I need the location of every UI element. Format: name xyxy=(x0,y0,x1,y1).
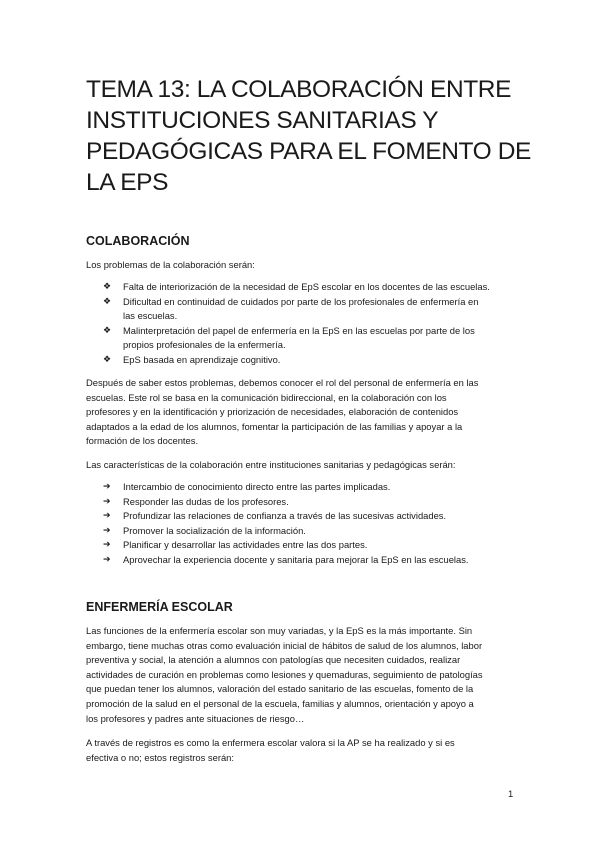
page-number: 1 xyxy=(508,788,514,799)
arrow-bullet-icon: ➔ xyxy=(103,554,111,565)
arrow-bullet-icon: ➔ xyxy=(103,525,111,536)
list-item: ➔ Intercambio de conocimiento directo entre las partes implicadas. xyxy=(86,480,469,495)
diamond-bullet-icon: ❖ xyxy=(103,296,112,307)
functions-paragraph: Las funciones de la enfermería escolar son muy variadas, y la EpS es la más importante. Sin embargo, tiene muchas otras como evaluación inicial de hábitos de salud de los alumnos, labor preventiva y social, la atención a alumnos con patologías que necesiten cuidados, realizar actividades de curación en problemas como lesiones y quemaduras, seguimiento de patologías que puedan tener los alumnos, valoración del estado sanitario de las escuelas, fomento de la promoción de la salud en el personal de la escuela, familias y alumnos, orientación y apoyo a los profesores y padres ante situaciones de riesgo… xyxy=(86,625,483,724)
title-line: LA EPS xyxy=(86,169,169,196)
arrow-bullet-icon: ➔ xyxy=(103,496,111,507)
problems-list xyxy=(86,280,490,368)
list-item: ❖ Dificultad en continuidad de cuidados por parte de los profesionales de enfermería en las escuelas. xyxy=(103,295,479,322)
characteristics-intro: Las características de la colaboración entre instituciones sanitarias y pedagógicas serán: xyxy=(86,459,456,470)
list-item: ❖ Falta de interiorización de la necesidad de EpS escolar en los docentes de las escuelas. xyxy=(86,280,490,295)
list-item: ❖ EpS basada en aprendizaje cognitivo. xyxy=(86,353,490,368)
list-item: ➔ Responder las dudas de los profesores. xyxy=(86,495,469,510)
arrow-bullet-icon: ➔ xyxy=(103,511,111,522)
records-paragraph: A través de registros es como la enfermera escolar valora si la AP se ha realizado y si es efectiva o no; estos registros serán: xyxy=(86,737,455,763)
page-title xyxy=(86,74,531,198)
title-line: INSTITUCIONES SANITARIAS Y xyxy=(86,107,439,134)
list-item: ➔ Aprovechar la experiencia docente y sanitaria para mejorar la EpS en las escuelas. xyxy=(86,553,469,568)
diamond-bullet-icon: ❖ xyxy=(103,325,112,336)
list-item: ➔ Promover la socialización de la información. xyxy=(86,524,469,539)
list-item: ➔ Profundizar las relaciones de confianza a través de las sucesivas actividades. xyxy=(86,509,469,524)
characteristics-list xyxy=(86,480,469,568)
role-paragraph: Después de saber estos problemas, debemos conocer el rol del personal de enfermería en las escuelas. Este rol se basa en la comunicación bidireccional, en la colaboración con los profesores y en la identificación y priorización de necesidades, elaboración de contenidos adaptados a la edad de los alumnos, fomentar la participación de las familias y apoyar a la formación de los docentes. xyxy=(86,377,479,447)
section-heading-enfermeria-escolar: ENFERMERÍA ESCOLAR xyxy=(86,600,233,614)
arrow-bullet-icon: ➔ xyxy=(103,540,111,551)
problems-intro: Los problemas de la colaboración serán: xyxy=(86,259,255,270)
section-heading-colaboracion: COLABORACIÓN xyxy=(86,234,190,248)
title-line: PEDAGÓGICAS PARA EL FOMENTO DE xyxy=(86,138,531,165)
diamond-bullet-icon: ❖ xyxy=(103,354,112,365)
list-item: ❖ Malinterpretación del papel de enfermería en la EpS en las escuelas por parte de los propios profesionales de la enfermería. xyxy=(103,324,475,351)
list-item: ➔ Planificar y desarrollar las actividades entre las dos partes. xyxy=(86,538,469,553)
arrow-bullet-icon: ➔ xyxy=(103,482,111,492)
diamond-bullet-icon: ❖ xyxy=(103,282,112,292)
title-line: TEMA 13: LA COLABORACIÓN ENTRE xyxy=(86,76,512,103)
